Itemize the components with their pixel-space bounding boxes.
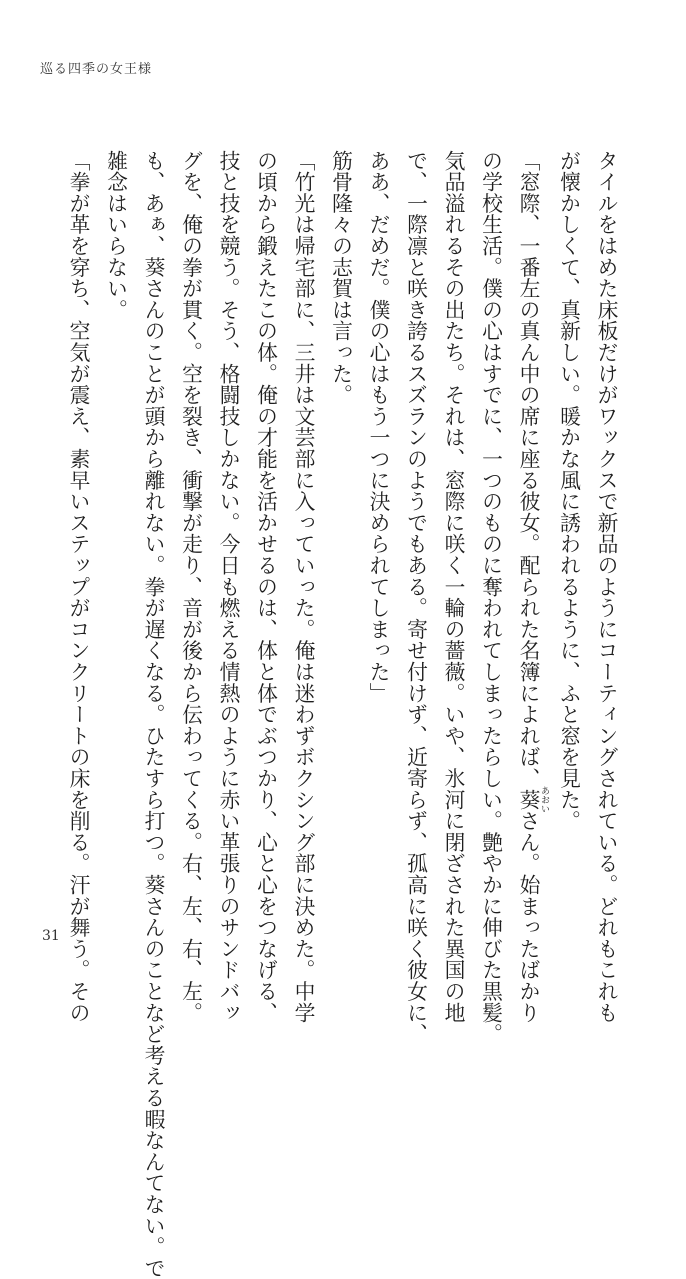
text-line-10: 「竹光は帰宅部に、三井は文芸部に入っていった。俺は迷わずボクシング部に決めた。中学 <box>291 150 315 1024</box>
text-line-7: ああ、だめだ。僕の心はもう一つに決められてしまった」 <box>366 150 390 704</box>
ruby-reading: あおい <box>539 786 549 814</box>
page-number: 31 <box>42 928 60 944</box>
vertical-body-text <box>66 150 624 1279</box>
text-line-13: グを、俺の拳が貫く。空を裂き、衝撃が走り、音が後から伝わってくる。右、左、右、左。 <box>178 150 203 1024</box>
text-line-3 <box>509 150 550 1024</box>
text-line-2: が懐かしくて、真新しい。暖かな風に誘われるように、ふと窓を見た。 <box>556 150 581 832</box>
text-line-5: 気品溢れるその出たち。それは、窓際に咲く一輪の薔薇。いや、氷河に閉ざされた異国の地 <box>441 150 465 1024</box>
text-line-6: で、一際凛と咲き誇るスズランのようでもある。寄せ付けず、近寄らず、孤高に咲く彼女に、 <box>403 150 428 1045</box>
text-line-3-tail: さん。始まったばかり <box>516 810 540 1024</box>
text-line-1: タイルをはめた床板だけがワックスで新品のようにコーティングされている。どれもこれも <box>594 150 618 1024</box>
running-header: 巡る四季の女王様 <box>40 62 153 77</box>
text-line-4: の学校生活。僕の心はすでに、一つのものに奪われてしまったらしい。艶やかに伸びた黒髪。 <box>478 150 503 1045</box>
text-line-11: の頃から鍛えたこの体。俺の才能を活かせるのは、体と体でぶつかり、心と心をつなげる、 <box>253 150 278 1024</box>
text-line-12: 技と技を競う。そう、格闘技しかない。今日も燃える情熱のように赤い革張りのサンドバッ <box>216 150 240 1024</box>
text-line-16: 「拳が革を穿ち、空気が震え、素早いステップがコンクリートの床を削る。汗が舞う。その <box>66 150 90 1024</box>
text-line-14: も、あぁ、葵さんのことが頭から離れない。拳が遅くなる。ひたすら打つ。葵さんのことなど考える暇なんてない。で <box>141 150 165 1279</box>
text-line-9: 筋骨隆々の志賀は言った。 <box>328 150 353 406</box>
ruby-name-aoi: 葵 あおい <box>516 786 549 814</box>
text-line-15: 雑念はいらない。 <box>103 150 128 321</box>
text-line-3-head: 「窓際、一番左の真ん中の席に座る彼女。配られた名簿によれば、 <box>516 150 540 789</box>
